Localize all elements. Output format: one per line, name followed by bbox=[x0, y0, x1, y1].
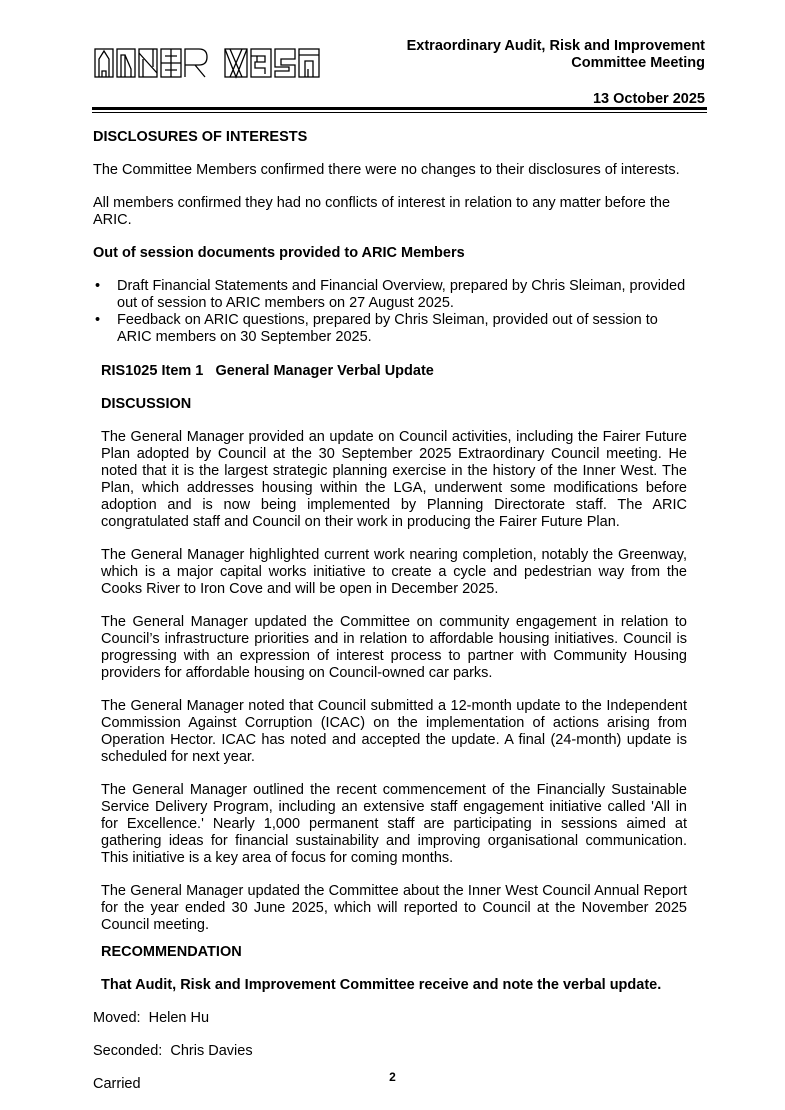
paragraph: The General Manager updated the Committee on community engagement in relation to Council’s infrastructure priorities and in relation to affordable housing initiatives. Council is progressing with an expression of interest process to partner with Community Housing providers for affordable housing on Council-owned car parks. bbox=[101, 614, 687, 681]
inner-west-logo bbox=[94, 45, 349, 84]
paragraph: The Committee Members confirmed there were no changes to their disclosures of interests. bbox=[93, 162, 680, 178]
moved-by: Moved: Helen Hu bbox=[93, 1010, 210, 1026]
seconded-by: Seconded: Chris Davies bbox=[93, 1043, 253, 1059]
discussion-heading: DISCUSSION bbox=[101, 396, 192, 412]
paragraph: The General Manager updated the Committee about the Inner West Council Annual Report for the year ended 30 June 2025, which will reported to Council at the November 2025 Council meeting. bbox=[101, 883, 687, 933]
meeting-title bbox=[407, 38, 705, 72]
paragraph: The General Manager noted that Council submitted a 12-month update to the Independent Commission Against Corruption (ICAC) on the implementation of actions arising from Operation Hector. ICAC has noted and accepted the update. A final (24-month) update is scheduled for next year. bbox=[101, 698, 687, 765]
document-body bbox=[93, 129, 687, 1109]
page-number: 2 bbox=[389, 1070, 396, 1084]
list-item: • Draft Financial Statements and Financial Overview, prepared by Chris Sleiman, provided out of session to ARIC members on 27 August 2025. bbox=[93, 278, 687, 312]
paragraph: The General Manager provided an update on Council activities, including the Fairer Future Plan adopted by Council at the 30 September 2025 Extraordinary Council meeting. He noted that it is the largest strategic planning exercise in the history of the Inner West. The Plan, which addresses housing within the LGA, underwent some modifications before adoption and is now being implemented by Planning Directorate staff. The ARIC congratulated staff and Council on their work in producing the Fairer Future Plan. bbox=[101, 429, 687, 530]
meeting-date: 13 October 2025 bbox=[592, 91, 705, 107]
recommendation-heading: RECOMMENDATION bbox=[101, 944, 242, 960]
motion-result: Carried bbox=[93, 1076, 141, 1092]
recommendation-text: That Audit, Risk and Improvement Committee receive and note the verbal update. bbox=[101, 977, 662, 993]
out-of-session-list bbox=[93, 278, 687, 346]
paragraph: The General Manager outlined the recent commencement of the Financially Sustainable Service Delivery Program, including an extensive staff engagement initiative called 'All in for Excellence.' Nearly 1,000 permanent staff are participating in sessions aimed at gathering ideas for financial sustainability and improving organisational communication. This initiative is a key area of focus for coming months. bbox=[101, 782, 687, 866]
disclosures-heading: DISCLOSURES OF INTERESTS bbox=[93, 129, 308, 145]
meeting-title-line2: Committee Meeting bbox=[571, 55, 705, 71]
header-rule-thin bbox=[92, 112, 707, 113]
out-of-session-heading: Out of session documents provided to ARIC Members bbox=[93, 245, 465, 261]
item-heading: RIS1025 Item 1 General Manager Verbal Update bbox=[101, 363, 434, 379]
list-item: • Feedback on ARIC questions, prepared by Chris Sleiman, provided out of session to ARIC members on 30 September 2025. bbox=[93, 312, 687, 346]
meeting-title-line1: Extraordinary Audit, Risk and Improvement bbox=[406, 38, 705, 54]
paragraph: The General Manager highlighted current work nearing completion, notably the Greenway, which is a major capital works initiative to create a cycle and pedestrian way from the Cooks River to Iron Cove and will be open in December 2025. bbox=[101, 547, 687, 597]
paragraph: All members confirmed they had no conflicts of interest in relation to any matter before the ARIC. bbox=[93, 195, 671, 228]
header-rule-thick bbox=[92, 107, 707, 110]
